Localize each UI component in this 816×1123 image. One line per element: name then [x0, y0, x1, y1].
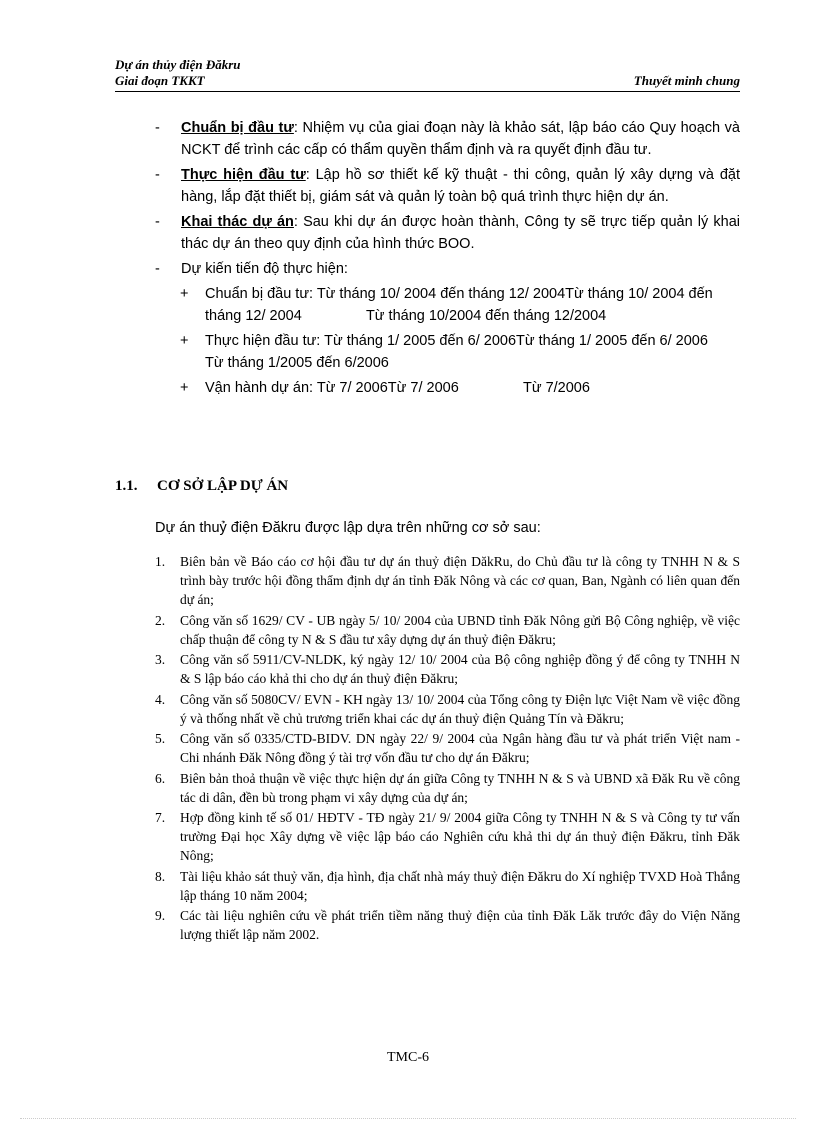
plus-marker: +	[180, 333, 189, 349]
page-header	[115, 57, 740, 92]
schedule-text: Vận hành dự án: Từ 7/ 2006Từ 7/ 2006 Từ 7/2006	[205, 380, 590, 396]
list-item	[155, 690, 740, 728]
item-text: Công văn số 1629/ CV - UB ngày 5/ 10/ 2004 của UBND tỉnh Đăk Nông gửi Bộ Công nghiệp, về việc chấp thuận để công ty N & S đầu tư xây dựng dự án thuỷ điện Đăkru;	[180, 612, 740, 647]
item-number: 8.	[155, 868, 166, 884]
phase-term: Chuẩn bị đầu tư	[181, 120, 294, 136]
phase-item	[155, 117, 740, 161]
page-bottom-divider	[20, 1118, 796, 1119]
item-text: Các tài liệu nghiên cứu về phát triển tiềm năng thuỷ điện của tỉnh Đăk Lăk trước đây do Viện Năng lượng thiết lập năm 2002.	[180, 908, 740, 942]
schedule-item	[155, 330, 773, 374]
schedule-label: Dự kiến tiến độ thực hiện:	[181, 261, 348, 277]
phase-text: : Sau khi dự án được hoàn thành, Công ty sẽ trực tiếp quản lý khai thác dự án theo quy định của hình thức BOO.	[181, 214, 740, 252]
list-item	[155, 808, 740, 865]
phase-text: : Lập hồ sơ thiết kế kỹ thuật - thi công, quản lý xây dựng và đặt hàng, lắp đặt thiết bị, giám sát và quản lý toàn bộ quá trình thực hiện dự án.	[181, 167, 740, 205]
phase-item	[155, 211, 740, 255]
item-number: 1.	[155, 554, 166, 569]
bases-list	[155, 552, 740, 946]
section-number: 1.1.	[115, 478, 138, 494]
phase-term: Thực hiện đầu tư	[181, 167, 306, 183]
dash-marker: -	[155, 214, 160, 230]
plus-marker: +	[180, 380, 189, 396]
schedule-text: Thực hiện đầu tư: Từ tháng 1/ 2005 đến 6/ 2006Từ tháng 1/ 2005 đến 6/ 2006 Từ tháng 1/2005 đến 6/2006	[205, 333, 773, 371]
list-item	[155, 769, 740, 807]
schedule-item	[155, 283, 740, 327]
list-item	[155, 906, 740, 944]
section-intro: Dự án thuỷ điện Đăkru được lập dựa trên những cơ sở sau:	[155, 520, 541, 536]
phase-item	[155, 164, 740, 208]
header-doc-type: Thuyết minh chung	[633, 73, 740, 88]
header-project: Dự án thủy điện Đăkru	[115, 57, 241, 72]
header-stage: Giai đoạn TKKT	[115, 73, 205, 88]
item-number: 6.	[155, 770, 166, 786]
item-text: Biên bản về Báo cáo cơ hội đầu tư dự án thuỷ điện DăkRu, do Chủ đầu tư là công ty TNHH N & S trình bày trước hội đồng thẩm định dự án tỉnh Đăk Nông và các cơ quan, Ban, Ngành có liên quan đến dự án;	[180, 554, 740, 607]
item-text: Biên bản thoả thuận về việc thực hiện dự án giữa Công ty TNHH N & S và UBND xã Đăk Ru về công tác di dân, đền bù trong phạm vi xây dựng của dự án;	[180, 770, 740, 805]
list-item	[155, 611, 740, 649]
item-number: 2.	[155, 612, 166, 628]
list-item	[155, 729, 740, 767]
section-title: CƠ SỞ LẬP DỰ ÁN	[157, 478, 289, 494]
plus-marker: +	[180, 286, 189, 302]
list-item	[155, 867, 740, 905]
item-number: 9.	[155, 908, 166, 923]
item-number: 3.	[155, 652, 166, 667]
schedule-item	[155, 377, 740, 399]
item-text: Tài liệu khảo sát thuỷ văn, địa hình, địa chất nhà máy thuỷ điện Đăkru do Xí nghiệp TVXD Hoà Thắng lập tháng 10 năm 2004;	[180, 868, 740, 903]
dash-marker: -	[155, 167, 160, 183]
item-number: 4.	[155, 691, 166, 707]
schedule-text: Chuẩn bị đầu tư: Từ tháng 10/ 2004 đến tháng 12/ 2004Từ tháng 10/ 2004 đến tháng 12/ 2004 Từ tháng 10/2004 đến tháng 12/2004	[205, 286, 717, 324]
phase-text: : Nhiệm vụ của giai đoạn này là khảo sát, lập báo cáo Quy hoạch và NCKT để trình các cấp có thẩm quyền thẩm định và ra quyết định đầu tư.	[181, 120, 740, 158]
list-item	[155, 650, 740, 688]
item-text: Công văn số 5080CV/ EVN - KH ngày 13/ 10/ 2004 của Tổng công ty Điện lực Việt Nam về việc đồng ý và thống nhất về chủ trương triển khai các dự án thuỷ điện Quảng Tín và Đăkru;	[180, 691, 740, 726]
schedule-heading	[155, 258, 740, 280]
item-number: 7.	[155, 810, 166, 825]
phase-term: Khai thác dự án	[181, 214, 294, 230]
page-number: TMC-6	[387, 1050, 429, 1065]
item-text: Hợp đồng kinh tế số 01/ HĐTV - TĐ ngày 21/ 9/ 2004 giữa Công ty TNHH N & S và Công ty tư vấn trường Đại học Xây dựng về việc lập báo cáo Nghiên cứu khả thi dự án thuỷ điện Đăkru, tỉnh Đăk Nông;	[180, 810, 740, 863]
list-item	[155, 552, 740, 609]
dash-marker: -	[155, 261, 160, 277]
item-text: Công văn số 5911/CV-NLDK, ký ngày 12/ 10/ 2004 của Bộ công nghiệp đồng ý để công ty TNHH N & S lập báo cáo khả thi cho dự án thuỷ điện Đăkru;	[180, 652, 740, 686]
phases-section	[155, 117, 773, 402]
item-number: 5.	[155, 731, 166, 746]
item-text: Công văn số 0335/CTD-BIDV. DN ngày 22/ 9/ 2004 của Ngân hàng đầu tư và phát triển Việt nam - Chi nhánh Đăk Nông đồng ý tài trợ vốn đầu tư cho dự án Đăkru;	[180, 731, 740, 765]
section-heading	[115, 478, 740, 495]
dash-marker: -	[155, 120, 160, 136]
